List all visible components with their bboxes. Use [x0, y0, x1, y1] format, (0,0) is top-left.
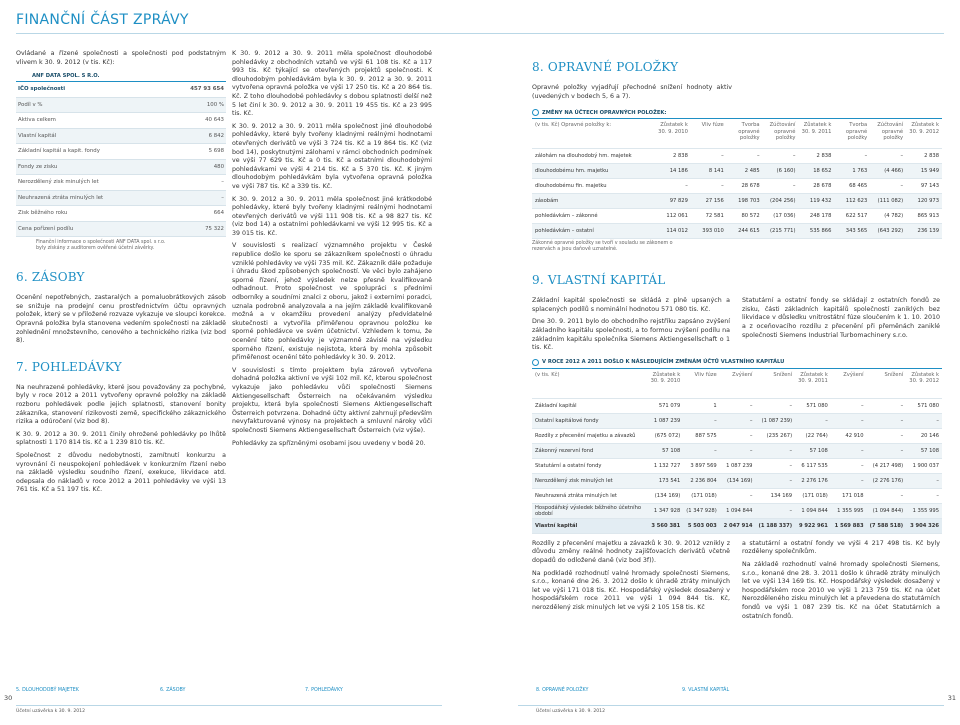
row-label: Základní kapitál a kapit. fondy [18, 148, 100, 155]
table-cell: – [870, 179, 906, 194]
caption-marker-icon [532, 109, 539, 116]
equity-table [532, 369, 942, 534]
section-6-text: Ocenění nepotřebných, zastaralých a pomaluobrátkových zásob se snižuje na prodejní cenu prostřednictvím účtu opravných položek, který se v přiložené rozvaze vykazuje ve sloupci korekce. Opravná položka byla stanovena vedením společnosti na základě zohlednění množstevního, cenového a technického rizika (viz bod 8). [16, 294, 226, 345]
column-header: Zúčtování opravné položky [763, 119, 799, 149]
total-row [532, 518, 942, 533]
table-row [532, 473, 942, 488]
table-cell: dlouhodobému fin. majetku [532, 179, 655, 194]
row-label: Neuhrazená ztráta minulých let [18, 194, 104, 201]
section-6-heading: 6. ZÁSOBY [16, 270, 85, 285]
table-row [532, 488, 942, 503]
column-header: Zvýšení [831, 369, 867, 399]
table-cell: 42 910 [831, 428, 867, 443]
subsidiary-rows [16, 82, 226, 237]
column-header: Zúčtování opravné položky [870, 119, 906, 149]
table-cell: zásobám [532, 194, 655, 209]
table-cell: 14 186 [655, 164, 691, 179]
table-cell: 1 347 928 [648, 503, 684, 518]
subsidiary-table [16, 73, 226, 252]
table-cell: 3 904 326 [906, 518, 942, 533]
table-cell: 2 838 [655, 149, 691, 164]
column-header: Zůstatek k 30. 9. 2012 [906, 119, 942, 149]
table-cell: – [831, 458, 867, 473]
column-header: Zůstatek k 30. 9. 2011 [799, 119, 835, 149]
equity-text-g: Na základě rozhodnutí valné hromady společnosti Siemens, s.r.o., konané dne 28. 3. 2011 došlo k úhradě ztráty minulých let ve výši 134 169 tis. Kč. Hospodářský výsledek dosažený v hospodářském roce 2010 ve výši 1 213 759 tis. Kč na účet Nerozděleného zisku minulých let a převedena do statutárních fondů ve výši 1 087 239 tis. Kč na účet Statutárních a ostatních fondů. [742, 560, 940, 620]
row-label: Fondy ze zisku [18, 163, 58, 170]
table-cell: (1 087 239) [755, 413, 795, 428]
table-cell: 343 565 [834, 224, 870, 239]
subsidiary-row [16, 160, 226, 176]
table-header [532, 369, 942, 399]
table-cell: – [720, 488, 756, 503]
intro-text: Ovládané a řízené společnosti a společnosti pod podstatným vlivem k 30. 9. 2012 (v tis. Kč): [16, 50, 226, 66]
column-header: Zůstatek k 30. 9. 2010 [648, 369, 684, 399]
table-cell: – [655, 179, 691, 194]
table-cell: 535 866 [799, 224, 835, 239]
table-cell: – [727, 149, 763, 164]
page-number-right: 31 [947, 694, 956, 702]
table-cell: 1 [683, 398, 719, 413]
table-cell: – [795, 413, 831, 428]
table-cell: Neuhrazená ztráta minulých let [532, 488, 648, 503]
receivables-text-1: K 30. 9. 2012 a 30. 9. 2011 měla společnost dlouhodobé pohledávky z obchodních vztahů ve výši 61 108 tis. Kč a 117 993 tis. Kč týkající se otevřených projektů společnosti. K dlouhodobým pohledávkám byla k 30. 9. 2012 a 30. 9. 2011 vytvořena opravná položka ve výši 17 250 tis. Kč a 20 864 tis. Kč. Z toho dlouhodobé pohledávky s dobou splatnosti delší než 5 let činí k 30. 9. 2012 a 30. 9. 2011 19 455 tis. Kč a 23 995 tis. Kč. [232, 50, 432, 118]
subsidiary-row [16, 113, 226, 129]
column-header: (v tis. Kč) [532, 369, 648, 399]
subsidiary-row [16, 175, 226, 191]
table-cell: Rozdíly z přecenění majetku a závazků [532, 428, 648, 443]
table-cell: 1 355 995 [906, 503, 942, 518]
table-cell: (22 764) [795, 428, 831, 443]
table-cell: 1 763 [834, 164, 870, 179]
equity-text-a: Základní kapitál společnosti se skládá z plně upsaných a splacených podílů s nominální hodnotou 571 080 tis. Kč. [532, 297, 730, 313]
table-cell: – [867, 413, 907, 428]
table-cell: 244 615 [727, 224, 763, 239]
table-cell: – [683, 413, 719, 428]
table-row [532, 209, 942, 224]
table-cell: dlouhodobému hm. majetku [532, 164, 655, 179]
column-header: Vliv fúze [691, 119, 727, 149]
equity-text-e: Na podkladě rozhodnutí valné hromady společnosti Siemens, s.r.o., konané dne 26. 3. 2012 došlo k úhradě ztráty minulých let ve výši 171 018 tis. Kč. Hospodářský výsledek dosažený v hospodářském roce 2011 ve výši 1 094 844 tis. Kč, nerozdělený zisk minulých let ve výši 2 105 158 tis. Kč [532, 569, 730, 611]
table-cell: – [691, 149, 727, 164]
row-label: Vlastní kapitál [18, 132, 57, 139]
table-row [532, 194, 942, 209]
table-row [532, 149, 942, 164]
table-cell: – [755, 503, 795, 518]
table-cell: 6 117 535 [795, 458, 831, 473]
table-cell: – [831, 443, 867, 458]
table-cell: (171 018) [683, 488, 719, 503]
header-divider [16, 33, 944, 34]
row-value: 664 [213, 210, 224, 217]
table-cell: 1 355 995 [831, 503, 867, 518]
footer-divider-left [16, 705, 442, 706]
table-cell: 97 829 [655, 194, 691, 209]
table-cell: (4 217 498) [867, 458, 907, 473]
table-cell: (134 169) [648, 488, 684, 503]
column-header: Snížení [867, 369, 907, 399]
column-header: Zvýšení [720, 369, 756, 399]
table-cell: (643 292) [870, 224, 906, 239]
footer-nav-dlouhodoby[interactable]: 5. DLOUHODOBÝ MAJETEK [16, 688, 79, 693]
table-cell: Hospodářský výsledek běžného účetního období [532, 503, 648, 518]
column-header: Tvorba opravné položky [727, 119, 763, 149]
table-cell: 27 156 [691, 194, 727, 209]
row-value: – [221, 179, 224, 186]
table-cell: (171 018) [795, 488, 831, 503]
row-value: – [221, 194, 224, 201]
row-value: 5 698 [208, 148, 224, 155]
table-cell: – [834, 149, 870, 164]
table-cell: 112 623 [834, 194, 870, 209]
row-label: Cena pořízení podílu [18, 225, 74, 232]
table-cell: 2 047 914 [720, 518, 756, 533]
receivables-text-3: K 30. 9. 2012 a 30. 9. 2011 měla společnost jiné krátkodobé pohledávky, které byly tvořeny kladnými reálnými hodnotami otevřených derivátů ve výši 111 908 tis. Kč a 98 827 tis. Kč (viz bod 14) a ostatními pohledávkami ve výši 12 995 tis. Kč a 39 015 tis. Kč. [232, 195, 432, 237]
table-cell: – [720, 398, 756, 413]
table-cell: 2 838 [906, 149, 942, 164]
table-cell: 2 838 [799, 149, 835, 164]
table-cell: 2 276 176 [795, 473, 831, 488]
table-cell: – [755, 398, 795, 413]
row-label: IČO společnosti [18, 86, 66, 93]
equity-text-f: a statutární a ostatní fondy ve výši 4 217 498 tis. Kč byly rozděleny společníkům. [742, 539, 940, 556]
section-9-heading: 9. VLASTNÍ KAPITÁL [532, 273, 666, 288]
footer-divider-right [518, 705, 944, 706]
table-cell: (4 782) [870, 209, 906, 224]
table-cell: – [870, 149, 906, 164]
table-cell: 1 132 727 [648, 458, 684, 473]
subsidiary-row [16, 191, 226, 207]
row-value: 480 [213, 163, 224, 170]
table-cell: – [691, 179, 727, 194]
table-cell: 173 541 [648, 473, 684, 488]
column-header: Tvorba opravné položky [834, 119, 870, 149]
table-cell: Nerozdělený zisk minulých let [532, 473, 648, 488]
column-right [532, 60, 942, 621]
table-cell: 1 569 883 [831, 518, 867, 533]
table-cell: 236 139 [906, 224, 942, 239]
row-value: 75 322 [205, 225, 224, 232]
receivables-text-5: V souvislosti s tímto projektem byla zároveň vytvořena dohadná položka aktivní ve výši 102 mil. Kč, kterou společnost vykazuje jako pohledávku vůči společnosti Siemens Aktiengesellschaft Österreich na očekávaném výsledku projektu, která byla společnosti Siemens Aktiengesellschaft Österreich potvrzena. Dohadné účty aktivní zahrnují především nevyfakturované výnosy na projektech a smluvní nároky vůči společnosti Siemens Aktiengesellschaft Österreich (viz výše). [232, 366, 432, 434]
column-header: Zůstatek k 30. 9. 2011 [795, 369, 831, 399]
footer-subtitle-right: Účetní uzávěrka k 30. 9. 2012 [536, 709, 606, 714]
table-cell: 571 080 [795, 398, 831, 413]
subsidiary-row [16, 82, 226, 98]
section-7-text-b: K 30. 9. 2012 a 30. 9. 2011 činily ohrožené pohledávky po lhůtě splatnosti 1 170 814 tis. Kč a 1 239 810 tis. Kč. [16, 430, 226, 447]
table-cell: 134 169 [755, 488, 795, 503]
table-cell: – [831, 398, 867, 413]
table-cell: pohledávkám – zákonné [532, 209, 655, 224]
table-cell: – [755, 458, 795, 473]
table-cell: 2 485 [727, 164, 763, 179]
table-cell: (1 094 844) [867, 503, 907, 518]
column-middle [232, 50, 432, 448]
footer-nav-opravne[interactable]: 8. OPRAVNÉ POLOŽKY [536, 688, 589, 693]
table-row [532, 179, 942, 194]
table-cell: 80 572 [727, 209, 763, 224]
table-cell: Zákonný rezervní fond [532, 443, 648, 458]
table-cell: 28 678 [727, 179, 763, 194]
equity-text-c: Statutární a ostatní fondy se skládají z ostatních fondů ze zisku, části základních kapitálů společností zaniklých bez likvidace v důsledku vnitrostátní fúze sloučením k 1. 10. 2010 a z oceňovacího rozdílu z přecenění při přeměnách zaniklé společnosti Siemens Industrial Turbomachinery s.r.o. [742, 297, 940, 339]
receivables-text-4: V souvislosti s realizací významného projektu v České republice došlo ke sporu se zákazníkem společnosti o úhradu vzniklé pohledávky ve výši 735 mil. Kč. Zákazník dále požaduje i úhradu škod způsobených společností. Ve věci bylo zahájeno sporné řízení, jehož výsledek nelze přesně kvalifikovaně odhadnout. Proto společnost ve spolupráci s předními odborníky a soudními znalci z oboru, jakož i externími poradci, uznala podrobně analyzovala a na jejím základě kvalifikovaně možná a v okamžiku provedení analýzy předvídatelné skutečnosti a vytvořila přiměřenou opravnou položku ke sporné pohledávce ve svém účetnictví. Vzhledem k tomu, že ocenění této pohledávky je významně závislé na výsledku sporného řízení, existuje nejistota, která by mohla způsobit přiměřenost ocenění této pohledávky k 30. 9. 2012. [232, 242, 432, 362]
table-cell: 119 432 [799, 194, 835, 209]
footer-nav-kapital[interactable]: 9. VLASTNÍ KAPITÁL [682, 688, 730, 693]
table-cell: (1 188 337) [755, 518, 795, 533]
table-cell: 120 973 [906, 194, 942, 209]
section-7-heading: 7. POHLEDÁVKY [16, 359, 122, 374]
table-cell: (2 276 176) [867, 473, 907, 488]
footer-nav-zasoby[interactable]: 6. ZÁSOBY [160, 688, 186, 693]
table-cell: 57 108 [906, 443, 942, 458]
table-cell: – [683, 443, 719, 458]
table-cell: (6 160) [763, 164, 799, 179]
table-cell: 97 143 [906, 179, 942, 194]
table-cell: 112 061 [655, 209, 691, 224]
table-cell: (7 588 518) [867, 518, 907, 533]
table-cell: 57 108 [795, 443, 831, 458]
table-cell: – [906, 473, 942, 488]
table-cell: 1 087 239 [648, 413, 684, 428]
table-cell: 887 575 [683, 428, 719, 443]
table-cell: Základní kapitál [532, 398, 648, 413]
subsidiary-caption: ANF DATA SPOL. S R.O. [32, 73, 100, 80]
section-8-heading: 8. OPRAVNÉ POLOŽKY [532, 60, 679, 74]
table-cell: (134 169) [720, 473, 756, 488]
table-row [532, 164, 942, 179]
table-cell: – [867, 398, 907, 413]
column-header: Zůstatek k 30. 9. 2012 [906, 369, 942, 399]
table-cell: 68 465 [834, 179, 870, 194]
table-cell: (204 256) [763, 194, 799, 209]
table-cell: – [831, 413, 867, 428]
receivables-text-6: Pohledávky za spřízněnými osobami jsou uvedeny v bodě 20. [232, 439, 426, 447]
table-cell: 865 913 [906, 209, 942, 224]
table-cell: 18 652 [799, 164, 835, 179]
page-number-left: 30 [4, 694, 13, 702]
table-cell: 28 678 [799, 179, 835, 194]
table-cell: 3 560 381 [648, 518, 684, 533]
table-cell: 198 703 [727, 194, 763, 209]
table-cell: 72 581 [691, 209, 727, 224]
table-cell: 1 900 037 [906, 458, 942, 473]
allowances-note: Zákonné opravné položky se tvoří v souladu se zákonem o rezervách a jsou daňově uznatelné. [532, 241, 673, 253]
subsidiary-row [16, 144, 226, 160]
table-cell: 57 108 [648, 443, 684, 458]
subsidiary-row [16, 206, 226, 222]
row-value: 40 643 [205, 117, 224, 124]
footer-subtitle-left: Účetní uzávěrka k 30. 9. 2012 [16, 709, 86, 714]
table-cell: 8 141 [691, 164, 727, 179]
table-cell: Vlastní kapitál [532, 518, 648, 533]
row-label: Nerozdělený zisk minulých let [18, 179, 99, 186]
column-header: Vliv fúze [683, 369, 719, 399]
table-cell: – [720, 428, 756, 443]
table-cell: 571 080 [906, 398, 942, 413]
caption-marker-icon [532, 359, 539, 366]
row-label: Aktiva celkem [18, 117, 56, 124]
table-cell: 393 010 [691, 224, 727, 239]
subsidiary-row [16, 222, 226, 238]
table-cell: 3 897 569 [683, 458, 719, 473]
table-cell: – [867, 443, 907, 458]
table-cell: pohledávkám – ostatní [532, 224, 655, 239]
table-cell: (111 082) [870, 194, 906, 209]
table-row [532, 428, 942, 443]
table-row [532, 503, 942, 518]
table-cell: 571 079 [648, 398, 684, 413]
table-cell: – [906, 413, 942, 428]
table-cell: (4 466) [870, 164, 906, 179]
table-cell: – [720, 413, 756, 428]
table-cell: – [867, 488, 907, 503]
table-cell: (675 072) [648, 428, 684, 443]
column-header: Zůstatek k 30. 9. 2010 [655, 119, 691, 149]
table-cell: – [755, 443, 795, 458]
subsidiary-row [16, 129, 226, 145]
table-cell: zálohám na dlouhodobý hm. majetek [532, 149, 655, 164]
equity-text-b: Dne 30. 9. 2011 bylo do obchodního rejstříku zapsáno zvýšení základního kapitálu společnosti, a to formou zvýšení podílu na základním kapitálu společníka Siemens Aktiengesellschaft o 1 tis. Kč. [532, 318, 730, 352]
equity-text-d: Rozdíly z přecenění majetku a závazků k 30. 9. 2012 vznikly z důvodu změny reálné hodnoty zajišťovacích derivátů včetně dopadů do odložené daně (viz bod 3f)). [532, 539, 730, 564]
table-cell: 2 236 804 [683, 473, 719, 488]
column-header: Snížení [755, 369, 795, 399]
table-cell: 20 146 [906, 428, 942, 443]
table-cell: – [755, 473, 795, 488]
page-title: FINANČNÍ ČÁST ZPRÁVY [16, 12, 189, 28]
table-cell: – [720, 443, 756, 458]
table-cell: – [831, 473, 867, 488]
table-cell: (1 347 928) [683, 503, 719, 518]
row-value: 100 % [206, 101, 224, 108]
column-header: (v tis. Kč) Opravné položky k: [532, 119, 655, 149]
allowances-table [532, 119, 942, 239]
table-cell: 1 087 239 [720, 458, 756, 473]
footer-nav-pohledavky[interactable]: 7. POHLEDÁVKY [305, 688, 343, 693]
table-row [532, 398, 942, 413]
section-8-text: Opravné položky vyjadřují přechodné snížení hodnoty aktiv (uvedených v bodech 5, 6 a 7). [532, 84, 732, 100]
table-cell: (235 267) [755, 428, 795, 443]
table-cell: – [906, 488, 942, 503]
row-value: 6 842 [208, 132, 224, 139]
table-row [532, 443, 942, 458]
equity-table-caption: V ROCE 2012 A 2011 DOŠLO K NÁSLEDUJÍCÍM ZMĚNÁM ÚČTŮ VLASTNÍHO KAPITÁLU [532, 359, 942, 366]
receivables-text-2: K 30. 9. 2012 a 30. 9. 2011 měla společnost jiné dlouhodobé pohledávky, které byly tvořeny kladnými reálnými hodnotami otevřených derivátů ve výši 3 724 tis. Kč a 19 864 tis. Kč (viz bod 14), poskytnutými zálohami v rámci obchodních podmínek ve výši 77 629 tis. Kč a 0 tis. Kč a ostatními dlouhodobými pohledávkami ve výši 4 214 tis. Kč a 5 370 tis. Kč. K jiným dlouhodobým pohledávkám byla vytvořena opravná položka ve výši 787 tis. Kč a 339 tis. Kč. [232, 122, 432, 190]
table-cell: – [763, 149, 799, 164]
table-row [532, 458, 942, 473]
row-value: 457 93 654 [190, 86, 224, 93]
table-cell: 114 012 [655, 224, 691, 239]
table-cell: Statutární a ostatní fondy [532, 458, 648, 473]
section-7-text-c: Společnost z důvodu nedobytnosti, zamítnutí konkurzu a vyrovnání či neuspokojení pohledávek v konkurzním řízení nebo na základě výsledku soudního řízení, exekuce, likvidace atd. odepsala do nákladů v roce 2012 a 2011 pohledávky ve výši 13 761 tis. Kč a 51 197 tis. Kč. [16, 451, 226, 494]
allowances-table-caption: ZMĚNY NA ÚČTECH OPRAVNÝCH POLOŽEK: [532, 109, 942, 116]
table-cell: 1 094 844 [795, 503, 831, 518]
table-row [532, 224, 942, 239]
subsidiary-row [16, 98, 226, 114]
column-left [16, 50, 226, 495]
table-cell: 9 922 961 [795, 518, 831, 533]
table-cell: Ostatní kapitálové fondy [532, 413, 648, 428]
section-7-text-a: Na neuhrazené pohledávky, které jsou považovány za pochybné, byly v roce 2012 a 2011 vytvořeny opravné položky na základě rozboru pohledávek podle jejich splatnosti, stanovení bonity zákazníka, stanovení rizikovosti země, specifického zákaznického rizika a odúročení (viz bod 8). [16, 383, 226, 426]
table-cell: 248 178 [799, 209, 835, 224]
row-label: Zisk běžného roku [18, 210, 68, 217]
table-cell: 171 018 [831, 488, 867, 503]
subsidiary-note: Finanční informace o společnosti ANF DATA spol. s r.o. byly získány z auditorem ověřené účetní závěrky. [36, 240, 166, 252]
table-cell: 5 503 003 [683, 518, 719, 533]
table-cell: (215 771) [763, 224, 799, 239]
table-cell: – [867, 428, 907, 443]
table-cell: 1 094 844 [720, 503, 756, 518]
table-cell: 622 517 [834, 209, 870, 224]
table-header [532, 119, 942, 149]
row-label: Podíl v % [18, 101, 43, 108]
table-cell: (17 036) [763, 209, 799, 224]
table-row [532, 413, 942, 428]
table-cell: – [763, 179, 799, 194]
table-cell: 15 949 [906, 164, 942, 179]
